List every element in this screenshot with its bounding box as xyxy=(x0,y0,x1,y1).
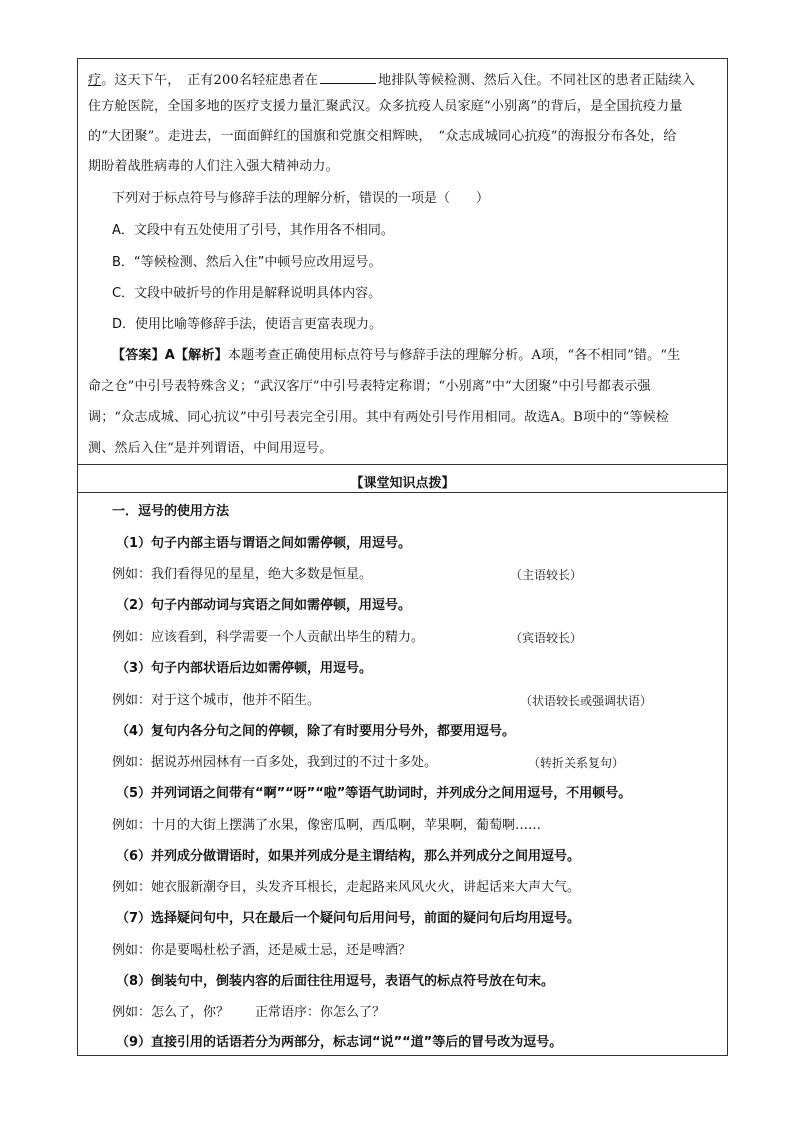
section-heading: 一．逗号的使用方法 xyxy=(112,504,230,519)
option-d: D．使用比喻等修辞手法，使语言更富表现力。 xyxy=(112,317,383,332)
row-divider-top xyxy=(78,464,727,465)
example-6: 例如：她衣服新潮夺目，头发齐耳根长，走起路来风风火火，讲起话来大声大气。 xyxy=(112,880,581,895)
option-c: C．文段中破折号的作用是解释说明具体内容。 xyxy=(112,286,382,301)
passage-line-2: 住方舱医院，全国多地的医疗支援力量汇聚武汉。众多抗疫人员家庭“小别离”的背后，是全国抗疫力量 xyxy=(88,99,683,114)
passage-line-3: 的“大团聚”。走进去，一面面鲜红的国旗和党旗交相辉映， “众志成城同心抗疫”的海报分布各处，给 xyxy=(88,129,677,144)
answer-line-2: 命之仓”中引号表特殊含义；“武汉客厅”中引号表特定称谓；“小别离”中“大团聚”中引号都表示强 xyxy=(88,379,651,394)
answer-line-3: 调；“众志成城、同心抗议”中引号表完全引用。其中有两处引号作用相同。故选A。B项中的“等候检 xyxy=(88,410,670,425)
example-5: 例如：十月的大街上摆满了水果，像密瓜啊，西瓜啊，苹果啊，葡萄啊…… xyxy=(112,818,542,833)
fill-in-blank xyxy=(320,71,376,84)
example-2: 例如：应该看到，科学需要一个人贡献出毕生的精力。 xyxy=(112,630,425,645)
answer-line-1: 【答案】A【解析】本题考查正确使用标点符号与修辞手法的理解分析。A项，“各不相同”错。“生 xyxy=(112,348,681,363)
note-1: （主语较长） xyxy=(510,568,583,582)
passage-line-4: 期盼着战胜病毒的人们注入强大精神动力。 xyxy=(88,159,339,174)
option-b: B．“等候检测、然后入住”中顿号应改用逗号。 xyxy=(112,255,382,270)
rule-9: （9）直接引用的话语若分为两部分，标志词“说”“道”等后的冒号改为逗号。 xyxy=(116,1035,563,1050)
example-3: 例如：对于这个城市，他并不陌生。 xyxy=(112,693,321,708)
row-divider-bottom xyxy=(78,492,727,493)
note-2: （宾语较长） xyxy=(510,631,583,645)
content-table xyxy=(77,58,728,1056)
example-1: 例如：我们看得见的星星，绝大多数是恒星。 xyxy=(112,567,373,582)
example-4: 例如：据说苏州园林有一百多处，我到过的不过十多处。 xyxy=(112,755,438,770)
note-4: （转折关系复句） xyxy=(528,756,625,770)
question-stem: 下列对于标点符号与修辞手法的理解分析，错误的一项是（ ） xyxy=(112,191,490,206)
section-title: 【课堂知识点拨】 xyxy=(350,476,455,491)
example-7: 例如：你是要喝杜松子酒，还是威士忌，还是啤酒？ xyxy=(112,943,412,958)
passage-underlined-word: 疗 xyxy=(88,73,102,88)
rule-7: （7）选择疑问句中，只在最后一个疑问句后用问号，前面的疑问句后均用逗号。 xyxy=(116,911,581,926)
rule-8: （8）倒装句中，倒装内容的后面往往用逗号，表语气的标点符号放在句末。 xyxy=(116,974,555,989)
rule-1: （1）句子内部主语与谓语之间如需停顿，用逗号。 xyxy=(116,536,412,551)
rule-4: （4）复句内各分句之间的停顿，除了有时要用分号外，都要用逗号。 xyxy=(116,724,516,739)
rule-5: （5）并列词语之间带有“啊”“呀”“啦”等语气助词时，并列成分之间用逗号，不用顿号。 xyxy=(116,786,632,801)
example-8: 例如：怎么了，你？ 正常语序：你怎么了？ xyxy=(112,1005,386,1020)
rule-2: （2）句子内部动词与宾语之间如需停顿，用逗号。 xyxy=(116,598,412,613)
answer-label: 【答案】A【解析】 xyxy=(112,348,228,363)
answer-line-4: 测、然后入住”是并列谓语，中间用逗号。 xyxy=(88,441,333,456)
rule-3: （3）句子内部状语后边如需停顿，用逗号。 xyxy=(116,661,373,676)
option-a: A．文段中有五处使用了引号，其作用各不相同。 xyxy=(112,223,394,238)
passage-line-1: 疗。这天下午， 正有200名轻症患者在 地排队等候检测、然后入住。不同社区的患者正陆续入 xyxy=(88,73,695,88)
rule-6: （6）并列成分做谓语时，如果并列成分是主谓结构，那么并列成分之间用逗号。 xyxy=(116,849,581,864)
note-3: （状语较长或强调状语） xyxy=(520,694,653,708)
